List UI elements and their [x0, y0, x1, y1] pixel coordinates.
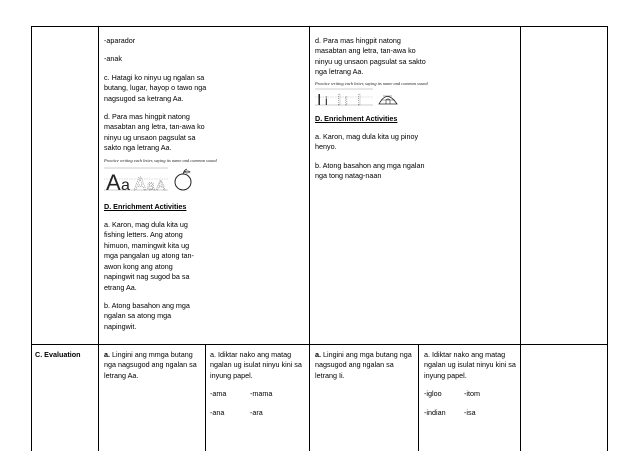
item-prefix: a.: [315, 350, 321, 359]
col-divider: [520, 26, 521, 451]
col-divider: [205, 344, 206, 451]
svg-text:A: A: [156, 176, 166, 193]
col-divider: [418, 344, 419, 451]
evaluation-cell-aa: [104, 350, 202, 389]
svg-text:a: a: [121, 176, 130, 194]
evaluation-instruction: Lingini ang mga butang nga nagsugod ang ngalan sa letrang Ii.: [315, 350, 412, 380]
enrichment-item-b: b. Atong basahon ang mga ngalan sa atong mga napingwit.: [104, 300, 190, 331]
svg-text:I: I: [317, 91, 322, 107]
svg-text:i: i: [345, 93, 348, 107]
svg-text:a: a: [147, 176, 155, 193]
letter-aa-worksheet-image: [104, 157, 217, 194]
dictation-cell-aa: [210, 350, 306, 426]
letter-ii-worksheet-image: [315, 80, 428, 107]
evaluation-instruction: Lingini ang mmga butang nga nagsugod ang ngalan sa letrang Aa.: [104, 350, 197, 380]
dictation-instruction: a. Idiktar nako ang matag ngalan ug isulat ninyu kini sa inyung papel.: [210, 350, 302, 380]
instruction-d: d. Para mas hingpit natong masabtan ang letra, tan-awa ko ninyu ug unsaon pagsulat sa sakto nga letrang Aa.: [315, 36, 426, 77]
col-divider: [98, 26, 99, 451]
evaluation-cell-ii: [315, 350, 415, 389]
enrichment-cell-ii: [315, 36, 427, 190]
dictation-words-row: -ana -ara: [210, 407, 263, 417]
svg-text:I: I: [337, 91, 342, 107]
instruction-c: c. Hatagi ko ninyu ug ngalan sa butang, lugar, hayop o tawo nga nagsugod sa ketrang Aa.: [104, 72, 207, 103]
letter-aa-tracing-icon: [104, 164, 196, 194]
evaluation-label: C. Evaluation: [35, 350, 81, 359]
worksheet-caption: Practice writing each letter, saying its name and common sound: [315, 80, 428, 86]
letter-ii-tracing-icon: [315, 87, 415, 107]
dictation-instruction: a. Idiktar nako ang matag ngalan ug isulat ninyu kini sa inyung papel.: [424, 350, 516, 380]
svg-text:I: I: [357, 91, 362, 107]
col-divider: [309, 26, 310, 451]
dictation-words-row: -indian -isa: [424, 407, 476, 417]
dictation-words-row: -ama -mama: [210, 389, 273, 399]
enrichment-title: D. Enrichment Activities: [315, 113, 398, 123]
item-prefix: a.: [104, 350, 110, 359]
enrichment-cell-aa: [104, 36, 217, 340]
col-divider: [31, 26, 32, 451]
worksheet-caption: Practice writing each letter, saying its name and common sound: [104, 157, 217, 163]
table-border-right: [607, 26, 608, 451]
svg-text:i: i: [325, 93, 328, 107]
svg-text:A: A: [106, 169, 121, 194]
enrichment-item-a: a. Karon, mag dula kita ug fishing letters. Ang atong himuon, mamingwit kita ug mga pangalan ug atong tan-awon kong ang atong napingwit nag sugod ba sa etrang Aa.: [104, 220, 194, 292]
enrichment-item-a: a. Karon, mag dula kita ug pinoy henyo.: [315, 132, 419, 152]
item-anak: -anak: [104, 54, 122, 64]
svg-text:A: A: [134, 173, 147, 194]
item-aparador: -aparador: [104, 36, 136, 45]
enrichment-item-b: b. Atong basahon ang mga ngalan nga tong natag-naan: [315, 160, 425, 181]
enrichment-title: D. Enrichment Activities: [104, 201, 187, 211]
dictation-words-row: -igloo -itom: [424, 389, 480, 399]
dictation-cell-ii: [424, 350, 518, 426]
instruction-d: d. Para mas hingpit natong masabtan ang letra, tan-awa ko ninyu ug unsaon pagsulat sa sakto nga letrang Aa.: [104, 112, 205, 153]
